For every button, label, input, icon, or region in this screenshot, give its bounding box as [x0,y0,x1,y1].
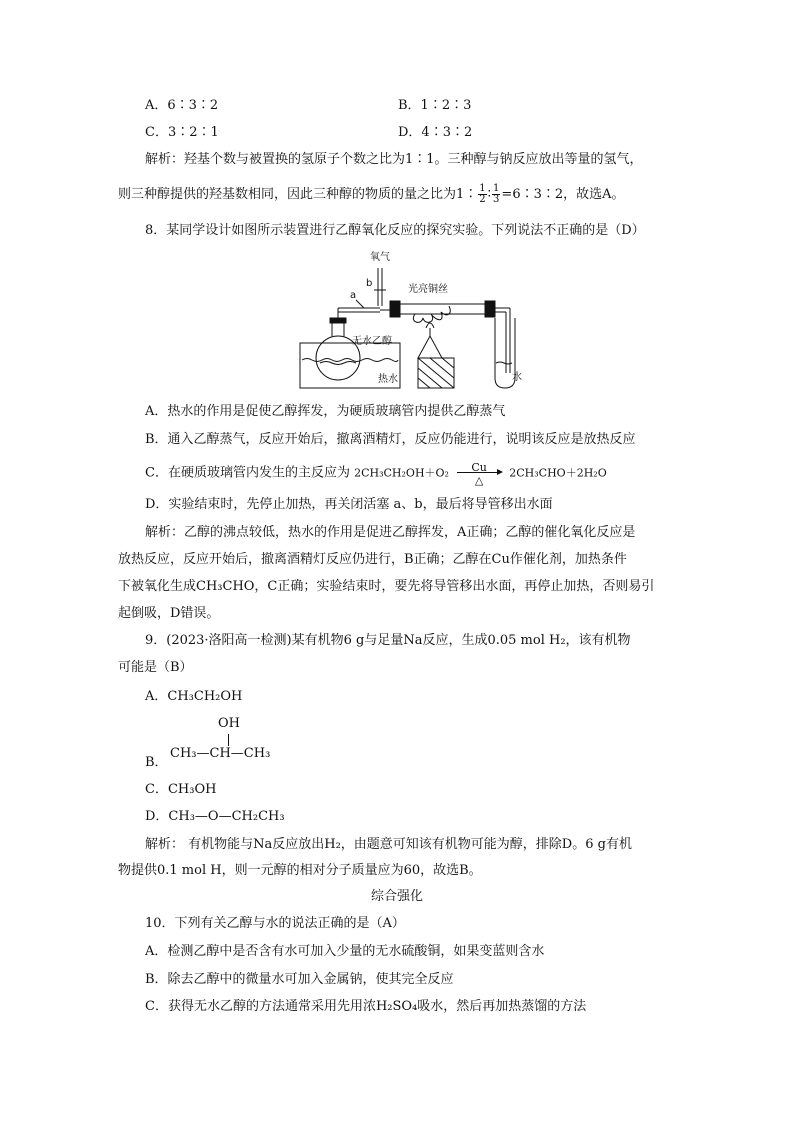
q8-analysis-line2: 放热反应，反应开始后，撤离酒精灯反应仍进行，B正确；乙醇在Cu作催化剂，加热条件 [118,552,627,567]
q7-option-d: D．4∶3∶2 [398,125,473,140]
q8-analysis-line1: 解析：乙醇的沸点较低，热水的作用是促进乙醇挥发，A正确；乙醇的催化氧化反应是 [145,525,636,540]
q8-option-a: A．热水的作用是促使乙醇挥发，为硬质玻璃管内提供乙醇蒸气 [145,404,506,419]
q9-stem-line1: 9．(2023·洛阳高一检测)某有机物6 g与足量Na反应，生成0.05 mol H₂，该有机物 [145,633,631,648]
label-anhydrous-ethanol: 无水乙醇 [352,336,392,347]
equation-products: 2CH₃CHO＋2H₂O [509,466,607,480]
catalyst-label: Cu [471,461,487,474]
q9-analysis-line2: 物提供0.1 mol H，则一元醇的相对分子质量应为60，故选B。 [118,863,482,878]
q7-option-c: C．3∶2∶1 [145,125,219,140]
q7-analysis-line2: 则三种醇提供的羟基数相同，因此三种醇的物质的量之比为1∶ $\frac{1}{2}$ ∶ $\frac{1}{3}$ =6∶3∶2，故选A。 [118,183,625,205]
label-water: 水 [512,372,522,383]
label-copper-wire: 光亮铜丝 [408,284,448,295]
q9-option-c: C．CH₃OH [145,782,217,797]
label-a: a [350,290,357,301]
q9-option-d: D．CH₃—O—CH₂CH₃ [145,809,285,824]
q10-option-a: A．检测乙醇中是否含有水可加入少量的无水硫酸铜，如果变蓝则含水 [145,944,545,959]
fraction-one-half [478,184,486,205]
q10-stem: 10．下列有关乙醇与水的说法正确的是（A） [145,916,405,931]
label-oxygen: 氧气 [370,252,390,263]
q8-option-d: D．实验结束时，先停止加热，再关闭活塞 a、b，最后将导管移出水面 [145,497,553,512]
frac-denominator: 3 [493,194,500,205]
q7-option-b: B．1∶2∶3 [398,98,472,113]
q8-option-b: B．通入乙醇蒸气，反应开始后，撤离酒精灯，反应仍能进行，说明该反应是放热反应 [145,432,636,447]
label-hot-water: 热水 [378,374,398,385]
equation-reactants: 2CH₃CH₂OH＋O₂ [354,466,449,480]
q7-option-a: A．6∶3∶2 [145,98,219,113]
q7-analysis-text-a: 则三种醇提供的羟基数相同，因此三种醇的物质的量之比为1∶ [118,187,478,202]
hydroxyl-label: OH [218,716,240,731]
apparatus-figure [290,248,520,398]
q8-option-c-prefix: C．在硬质玻璃管内发生的主反应为 [145,465,350,481]
lamp-flame [426,323,434,328]
label-b: b [366,278,373,289]
valve-a [356,300,364,308]
carbon-chain: CH₃—CH—CH₃ [170,746,271,761]
fraction-one-third [492,184,500,205]
alcohol-lamp [418,336,442,358]
q9-analysis-line1: 解析： 有机物能与Na反应放出H₂，由题意可知该有机物可能为醇，排除D。6 g有机 [145,837,632,852]
q8-stem: 8．某同学设计如图所示装置进行乙醇氧化反应的探究实验。下列说法不正确的是（D） [145,223,645,238]
heat-symbol: △ [474,474,484,487]
q10-option-c: C．获得无水乙醇的方法通常采用先用浓H₂SO₄吸水，然后再加热蒸馏的方法 [145,999,587,1014]
reaction-condition-arrow [453,461,505,485]
hard-glass-tube [390,304,495,314]
q8-analysis-line4: 起倒吸，D错误。 [118,606,220,621]
q10-option-b: B．除去乙醇中的微量水可加入金属钠，使其完全反应 [145,972,454,987]
q8-analysis-line3: 下被氧化生成CH₃CHO，C正确；实验结束时，要先将导管移出水面，再停止加热，否则易引 [118,579,655,594]
q8-option-c [145,461,607,485]
frac-numerator: 1 [479,183,486,194]
isopropanol-structure [170,716,290,766]
section-title: 综合强化 [370,889,423,904]
ethanol-surface [320,362,356,365]
q9-option-b-label: B． [145,755,168,770]
q9-option-a: A．CH₃CH₂OH [145,689,243,704]
bond-vertical [228,734,229,746]
q7-analysis-line1: 解析：羟基个数与被置换的氢原子个数之比为1∶1。三种醇与钠反应放出等量的氢气， [145,152,643,167]
frac-denominator: 2 [479,194,486,205]
q9-stem-line2: 可能是（B） [118,660,193,675]
frac-numerator: 1 [493,183,500,194]
q7-analysis-text-b: =6∶3∶2，故选A。 [501,187,625,202]
